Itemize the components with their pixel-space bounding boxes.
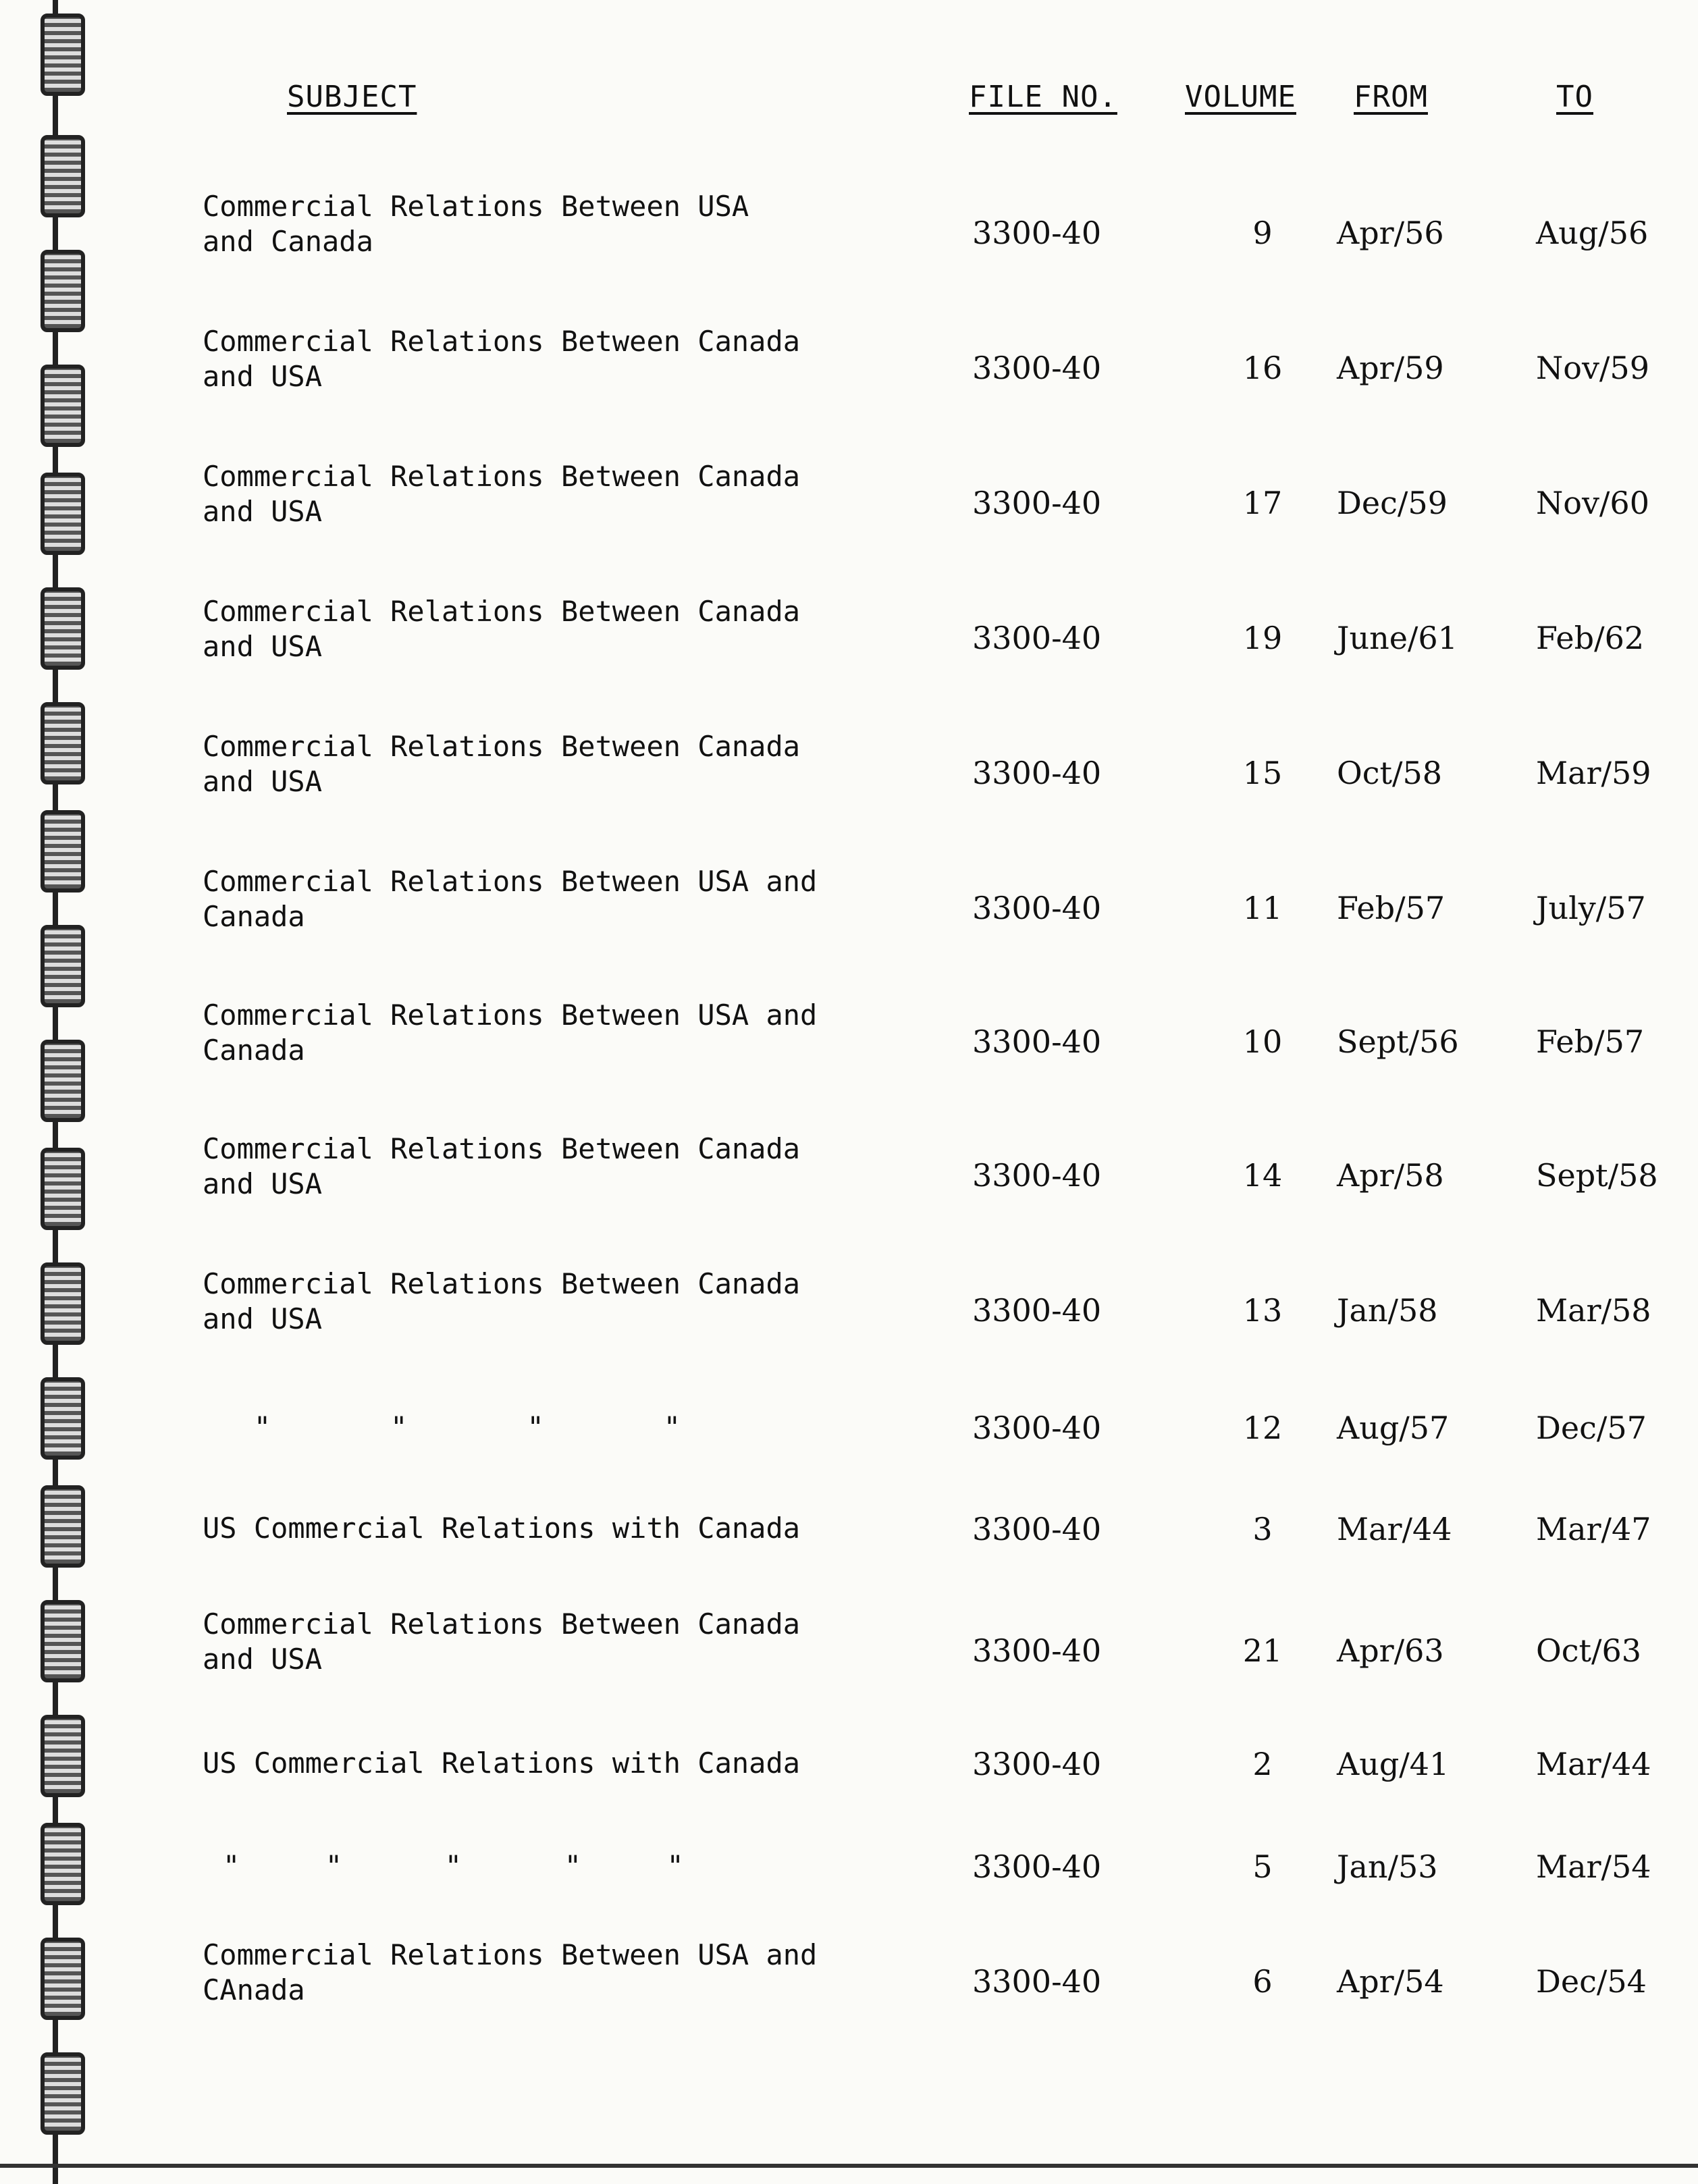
from-cell: Apr/56 bbox=[1337, 215, 1444, 251]
subject-cell: Commercial Relations Between USA and Canada bbox=[203, 865, 818, 933]
to-cell: Feb/62 bbox=[1536, 620, 1645, 656]
binder-clip bbox=[41, 2052, 85, 2135]
header-from: FROM bbox=[1354, 80, 1428, 114]
table-row bbox=[0, 189, 1698, 277]
table-row bbox=[0, 864, 1698, 952]
volume-cell: 16 bbox=[1242, 350, 1283, 386]
to-cell: Oct/63 bbox=[1536, 1632, 1641, 1669]
from-cell: Apr/63 bbox=[1337, 1632, 1444, 1669]
volume-cell: 13 bbox=[1242, 1292, 1283, 1329]
table-row bbox=[0, 1823, 1698, 1911]
subject-cell: Commercial Relations Between Canada and USA bbox=[203, 730, 801, 798]
from-cell: Feb/57 bbox=[1337, 890, 1445, 926]
table-row bbox=[0, 1938, 1698, 2025]
from-cell: Jan/58 bbox=[1337, 1292, 1438, 1329]
to-cell: Aug/56 bbox=[1536, 215, 1649, 251]
to-cell: Dec/57 bbox=[1536, 1410, 1647, 1446]
to-cell: Dec/54 bbox=[1536, 1963, 1647, 2000]
to-cell: July/57 bbox=[1536, 890, 1646, 926]
subject-cell: US Commercial Relations with Canada bbox=[203, 1747, 801, 1780]
volume-cell: 17 bbox=[1242, 485, 1283, 521]
table-row bbox=[0, 1485, 1698, 1573]
ditto-marks: " " " " " bbox=[223, 1849, 684, 1882]
subject-cell: Commercial Relations Between Canada and USA bbox=[203, 1607, 801, 1676]
file-no-cell: 3300-40 bbox=[972, 1848, 1102, 1885]
table-row bbox=[0, 1720, 1698, 1808]
from-cell: Aug/57 bbox=[1337, 1410, 1450, 1446]
file-no-cell: 3300-40 bbox=[972, 1410, 1102, 1446]
from-cell: Apr/58 bbox=[1337, 1157, 1444, 1194]
file-no-cell: 3300-40 bbox=[972, 485, 1102, 521]
page-bottom-edge bbox=[0, 2164, 1698, 2168]
subject-cell: Commercial Relations Between Canada and USA bbox=[203, 325, 801, 393]
volume-cell: 21 bbox=[1242, 1632, 1283, 1669]
table-row bbox=[0, 1607, 1698, 1695]
from-cell: Aug/41 bbox=[1337, 1746, 1450, 1782]
table-row bbox=[0, 1384, 1698, 1472]
from-cell: Mar/44 bbox=[1337, 1511, 1452, 1547]
from-cell: Dec/59 bbox=[1337, 485, 1448, 521]
file-no-cell: 3300-40 bbox=[972, 1157, 1102, 1194]
table-row bbox=[0, 324, 1698, 412]
file-no-cell: 3300-40 bbox=[972, 215, 1102, 251]
from-cell: Sept/56 bbox=[1337, 1023, 1459, 1060]
subject-cell: Commercial Relations Between USA and CAnada bbox=[203, 1938, 818, 2006]
file-no-cell: 3300-40 bbox=[972, 1511, 1102, 1547]
volume-cell: 3 bbox=[1252, 1511, 1273, 1547]
volume-cell: 9 bbox=[1252, 215, 1273, 251]
table-row bbox=[0, 729, 1698, 817]
subject-cell: Commercial Relations Between USA and Canada bbox=[203, 998, 818, 1067]
from-cell: Apr/54 bbox=[1337, 1963, 1444, 2000]
file-no-cell: 3300-40 bbox=[972, 620, 1102, 656]
header-volume: VOLUME bbox=[1185, 80, 1296, 114]
file-no-cell: 3300-40 bbox=[972, 1632, 1102, 1669]
volume-cell: 10 bbox=[1242, 1023, 1283, 1060]
subject-cell: Commercial Relations Between Canada and USA bbox=[203, 595, 801, 663]
to-cell: Nov/60 bbox=[1536, 485, 1649, 521]
binder-clip bbox=[41, 14, 85, 96]
file-no-cell: 3300-40 bbox=[972, 1292, 1102, 1329]
header-subject: SUBJECT bbox=[287, 80, 417, 114]
table-row bbox=[0, 594, 1698, 682]
to-cell: Feb/57 bbox=[1536, 1023, 1645, 1060]
file-no-cell: 3300-40 bbox=[972, 350, 1102, 386]
subject-cell: Commercial Relations Between USA and Canada bbox=[203, 190, 749, 258]
table-row bbox=[0, 459, 1698, 547]
header-file-no: FILE NO. bbox=[969, 80, 1117, 114]
volume-cell: 12 bbox=[1242, 1410, 1283, 1446]
table-row bbox=[0, 1131, 1698, 1219]
ditto-marks: " " " " bbox=[203, 1410, 681, 1443]
file-no-cell: 3300-40 bbox=[972, 890, 1102, 926]
volume-cell: 15 bbox=[1242, 755, 1283, 791]
to-cell: Mar/44 bbox=[1536, 1746, 1651, 1782]
to-cell: Sept/58 bbox=[1536, 1157, 1658, 1194]
to-cell: Mar/58 bbox=[1536, 1292, 1651, 1329]
table-row bbox=[0, 1267, 1698, 1354]
table-row bbox=[0, 998, 1698, 1086]
subject-cell: Commercial Relations Between Canada and USA bbox=[203, 460, 801, 528]
from-cell: June/61 bbox=[1337, 620, 1458, 656]
subject-cell: Commercial Relations Between Canada and USA bbox=[203, 1267, 801, 1335]
volume-cell: 2 bbox=[1252, 1746, 1273, 1782]
volume-cell: 11 bbox=[1242, 890, 1283, 926]
subject-cell: US Commercial Relations with Canada bbox=[203, 1512, 801, 1545]
volume-cell: 19 bbox=[1242, 620, 1283, 656]
header-to: TO bbox=[1556, 80, 1593, 114]
volume-cell: 14 bbox=[1242, 1157, 1283, 1194]
to-cell: Nov/59 bbox=[1536, 350, 1649, 386]
file-no-cell: 3300-40 bbox=[972, 1746, 1102, 1782]
volume-cell: 5 bbox=[1252, 1848, 1273, 1885]
from-cell: Jan/53 bbox=[1337, 1848, 1438, 1885]
to-cell: Mar/54 bbox=[1536, 1848, 1651, 1885]
from-cell: Oct/58 bbox=[1337, 755, 1442, 791]
to-cell: Mar/47 bbox=[1536, 1511, 1651, 1547]
file-no-cell: 3300-40 bbox=[972, 755, 1102, 791]
to-cell: Mar/59 bbox=[1536, 755, 1651, 791]
volume-cell: 6 bbox=[1252, 1963, 1273, 2000]
from-cell: Apr/59 bbox=[1337, 350, 1444, 386]
file-no-cell: 3300-40 bbox=[972, 1023, 1102, 1060]
file-no-cell: 3300-40 bbox=[972, 1963, 1102, 2000]
subject-cell: Commercial Relations Between Canada and USA bbox=[203, 1132, 801, 1200]
